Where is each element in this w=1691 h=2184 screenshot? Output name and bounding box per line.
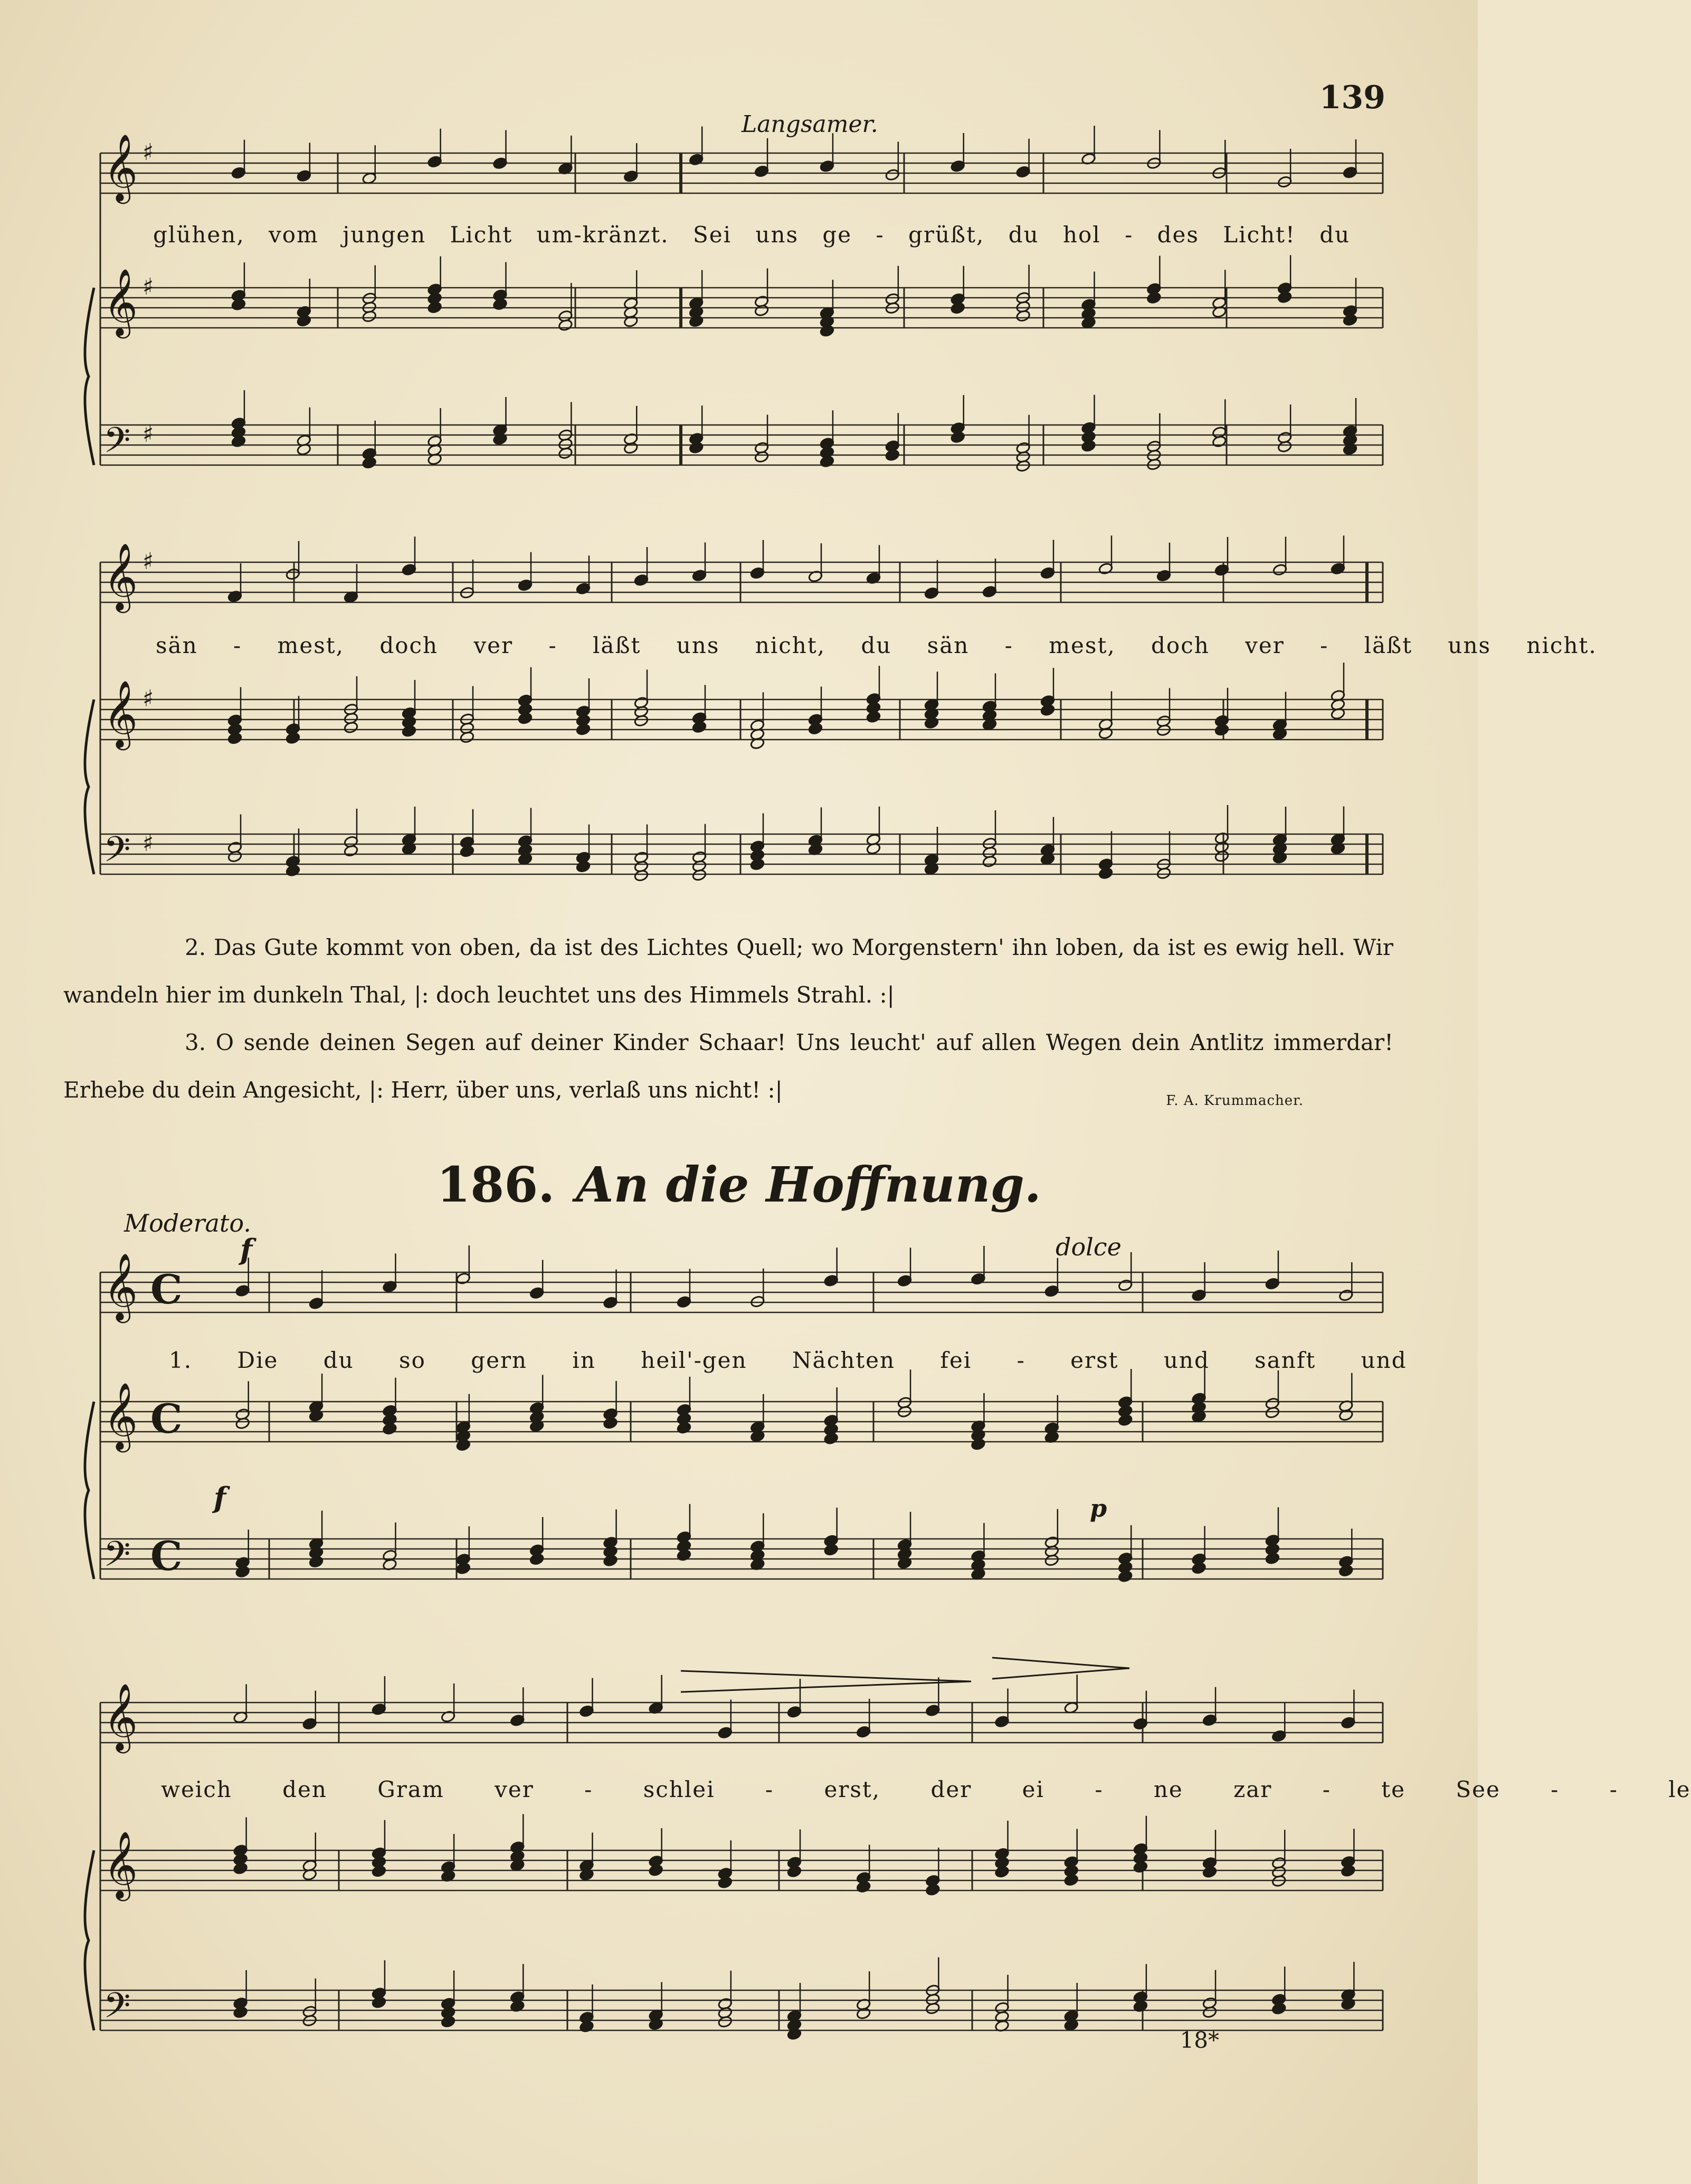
notehead bbox=[824, 1544, 839, 1556]
piano-brace bbox=[85, 288, 94, 465]
hymn-title bbox=[0, 1156, 1478, 1213]
notehead bbox=[1098, 727, 1113, 740]
notehead bbox=[866, 711, 881, 723]
notehead bbox=[1191, 1562, 1206, 1574]
lyrics-186-line-2: weich den Gram ver - schlei - erst, der ei - ne zar - te See - - le bbox=[161, 1776, 1691, 1802]
verse-3: 3. O sende deinen Segen auf deiner Kinder Schaar! Uns leucht' auf allen Wegen dein Antlitz immerdar! Erhebe du dein Angesicht, |: Herr, über uns, verlaß uns nicht! :| bbox=[63, 1029, 1393, 1103]
notehead bbox=[820, 455, 834, 468]
notehead bbox=[1341, 1998, 1355, 2010]
treble-clef: 𝄞 bbox=[103, 1382, 138, 1450]
notehead bbox=[951, 431, 965, 443]
lyrics-186-line-1: 1. Die du so gern in heil'-gen Nächten fei - erst und sanft und bbox=[169, 1347, 1407, 1373]
notehead bbox=[372, 1996, 386, 2009]
notehead bbox=[750, 858, 765, 871]
notehead bbox=[603, 1417, 618, 1430]
notehead bbox=[576, 723, 591, 736]
notehead bbox=[1202, 2006, 1217, 2018]
author-credit: F. A. Krummacher. bbox=[1166, 1093, 1304, 1109]
key-signature-sharp: ♯ bbox=[142, 548, 154, 575]
bass-clef: 𝄢 bbox=[103, 1985, 131, 2035]
notehead bbox=[227, 850, 242, 863]
key-signature-sharp: ♯ bbox=[142, 139, 154, 166]
bass-clef: 𝄢 bbox=[103, 1534, 131, 1583]
notehead bbox=[309, 1555, 324, 1568]
notehead bbox=[1265, 1406, 1280, 1419]
notehead bbox=[372, 1865, 386, 1877]
time-signature-common: C bbox=[150, 1265, 183, 1313]
treble-clef: 𝄞 bbox=[103, 1682, 138, 1751]
page-signature: 18* bbox=[1180, 2027, 1219, 2053]
notehead bbox=[231, 298, 246, 311]
notehead bbox=[623, 315, 638, 328]
expression-dolce: dolce bbox=[1056, 1233, 1122, 1261]
notehead bbox=[787, 1865, 802, 1878]
notehead bbox=[603, 1554, 618, 1567]
piano-brace bbox=[85, 699, 94, 874]
verse-2: 2. Das Gute kommt von oben, da ist des Lichtes Quell; wo Morgenstern' ihn loben, da ist es ewig hell. Wir wandeln hier im dunkeln Thal, |: doch leuchtet uns des Himmels Strahl. :| bbox=[63, 934, 1393, 1008]
notehead bbox=[982, 855, 997, 868]
notehead bbox=[576, 860, 591, 873]
key-signature-sharp: ♯ bbox=[142, 421, 154, 448]
notehead bbox=[924, 716, 939, 729]
notehead bbox=[1212, 435, 1227, 448]
notehead bbox=[529, 1553, 544, 1565]
lyrics-line-1: glühen, vom jungen Licht um-kränzt. Sei uns ge - grüßt, du hol - des Licht! du bbox=[153, 222, 1351, 248]
treble-clef: 𝄞 bbox=[103, 268, 138, 336]
notehead bbox=[718, 2016, 733, 2028]
notehead bbox=[1156, 867, 1171, 880]
notehead bbox=[362, 456, 377, 469]
notehead bbox=[885, 449, 900, 461]
notehead bbox=[951, 301, 965, 314]
notehead bbox=[692, 721, 707, 733]
notehead bbox=[1015, 460, 1030, 472]
notehead bbox=[634, 869, 649, 882]
time-signature-common: C bbox=[150, 1532, 183, 1580]
notehead bbox=[558, 447, 573, 459]
notehead bbox=[402, 725, 416, 738]
notehead bbox=[820, 325, 834, 337]
notehead bbox=[1272, 852, 1287, 864]
notehead bbox=[677, 1549, 691, 1562]
dynamic-forte-piano: f bbox=[214, 1481, 226, 1515]
notehead bbox=[231, 435, 246, 448]
notehead bbox=[1146, 291, 1161, 304]
hairpin bbox=[681, 1671, 971, 1692]
notehead bbox=[1040, 704, 1055, 716]
page-number: 139 bbox=[1319, 79, 1385, 116]
notehead bbox=[824, 1432, 839, 1445]
notehead bbox=[1214, 850, 1229, 863]
notehead bbox=[382, 1422, 397, 1435]
notehead bbox=[460, 845, 474, 858]
notehead bbox=[233, 1862, 248, 1875]
verse-block bbox=[63, 924, 1393, 1114]
notehead bbox=[456, 1439, 471, 1451]
tempo-moderato: Moderato. bbox=[124, 1209, 251, 1237]
notehead bbox=[925, 2002, 940, 2015]
piano-brace bbox=[85, 1850, 94, 2030]
notehead bbox=[1118, 1570, 1133, 1583]
notehead bbox=[235, 1417, 250, 1430]
notehead bbox=[1015, 309, 1030, 322]
notehead bbox=[362, 310, 377, 323]
notehead bbox=[754, 304, 769, 317]
notehead bbox=[1146, 458, 1161, 471]
notehead bbox=[648, 1864, 663, 1877]
notehead bbox=[856, 2007, 871, 2020]
notehead bbox=[344, 721, 358, 734]
notehead bbox=[1214, 724, 1229, 736]
notehead bbox=[677, 1422, 691, 1434]
notehead bbox=[233, 2006, 248, 2019]
notehead bbox=[1265, 1552, 1280, 1565]
notehead bbox=[558, 319, 573, 332]
notehead bbox=[427, 301, 442, 314]
hairpin bbox=[992, 1658, 1129, 1679]
treble-clef: 𝄞 bbox=[103, 1830, 138, 1898]
dynamic-piano: p bbox=[1090, 1494, 1107, 1523]
notehead bbox=[994, 1866, 1009, 1878]
notehead bbox=[1081, 440, 1096, 452]
bass-clef: 𝄢 bbox=[103, 420, 131, 469]
notehead bbox=[754, 450, 769, 463]
notehead bbox=[787, 2028, 802, 2040]
piano-brace bbox=[85, 1402, 94, 1579]
treble-clef: 𝄞 bbox=[103, 679, 138, 748]
notehead bbox=[718, 1876, 733, 1889]
key-signature-sharp: ♯ bbox=[142, 273, 154, 301]
notehead bbox=[689, 315, 704, 327]
notehead bbox=[1064, 1874, 1079, 1886]
notehead bbox=[441, 2015, 455, 2028]
notehead bbox=[297, 314, 311, 327]
key-signature-sharp: ♯ bbox=[142, 685, 154, 713]
time-signature-common: C bbox=[150, 1395, 183, 1442]
notehead bbox=[689, 441, 704, 454]
notehead bbox=[971, 1438, 985, 1451]
notehead bbox=[623, 442, 638, 455]
notehead bbox=[492, 298, 507, 310]
notehead bbox=[227, 732, 242, 744]
notehead bbox=[1341, 1865, 1355, 1877]
notehead bbox=[750, 737, 765, 750]
treble-clef: 𝄞 bbox=[103, 542, 138, 610]
notehead bbox=[1271, 2002, 1286, 2015]
notehead bbox=[925, 1884, 940, 1896]
notehead bbox=[1098, 867, 1113, 880]
notehead bbox=[634, 714, 649, 727]
notehead bbox=[518, 712, 533, 725]
hymn-number: 186. bbox=[436, 1156, 555, 1213]
notehead bbox=[235, 1565, 250, 1578]
notehead bbox=[1338, 1564, 1353, 1577]
notehead bbox=[692, 868, 707, 881]
hymn-name: An die Hoffnung. bbox=[576, 1156, 1041, 1213]
notehead bbox=[286, 732, 300, 744]
notehead bbox=[1044, 1554, 1059, 1566]
notehead bbox=[1343, 314, 1357, 326]
notehead bbox=[1156, 724, 1171, 736]
notehead bbox=[1277, 291, 1292, 304]
notehead bbox=[1277, 440, 1292, 453]
notehead bbox=[1202, 1866, 1217, 1878]
key-signature-sharp: ♯ bbox=[142, 830, 154, 857]
notehead bbox=[856, 1880, 871, 1893]
notehead bbox=[808, 722, 823, 735]
notehead bbox=[456, 1562, 471, 1575]
treble-clef: 𝄞 bbox=[103, 1252, 138, 1320]
notehead bbox=[286, 864, 300, 877]
bass-clef: 𝄢 bbox=[103, 829, 131, 878]
notehead bbox=[460, 731, 474, 743]
notehead bbox=[1338, 1408, 1353, 1421]
notehead bbox=[1133, 1860, 1148, 1873]
notehead bbox=[1118, 1414, 1133, 1426]
notehead bbox=[579, 2020, 594, 2033]
treble-clef: 𝄞 bbox=[103, 133, 138, 201]
lyrics-line-2: sän - mest, doch ver - läßt uns nicht, du sän - mest, doch ver - läßt uns nicht. bbox=[156, 632, 1597, 658]
dynamic-forte-top: f bbox=[240, 1233, 253, 1266]
tempo-marking-langsamer: Langsamer. bbox=[742, 111, 878, 138]
notehead bbox=[344, 845, 358, 857]
